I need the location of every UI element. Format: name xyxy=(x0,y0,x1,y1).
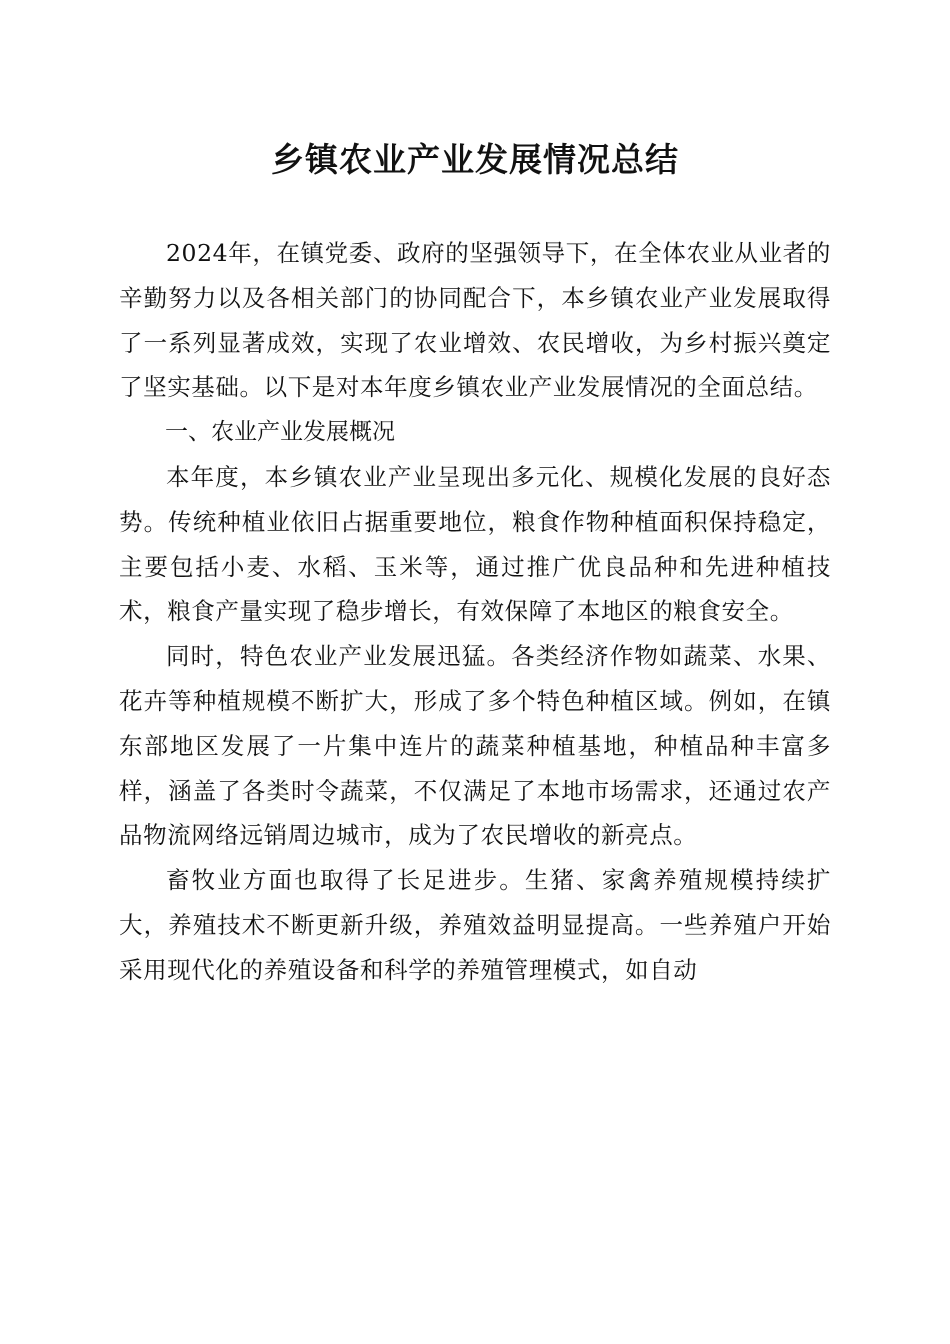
page-title: 乡镇农业产业发展情况总结 xyxy=(271,140,679,179)
section-heading: 一、农业产业发展概况 xyxy=(165,419,395,446)
intro-paragraph: 2024年，在镇党委、政府的坚强领导下，在全体农业从业者的辛勤努力以及各相关部门的协同配合下，本乡镇农业产业发展取得了一系列显著成效，实现了农业增效、农民增收，为乡村振兴奠定了坚实基础。以下是对本年度乡镇农业产业发展情况的全面总结。 xyxy=(119,239,831,402)
paragraph-overview: 本年度，本乡镇农业产业呈现出多元化、规模化发展的良好态势。传统种植业依旧占据重要地位，粮食作物种植面积保持稳定，主要包括小麦、水稻、玉米等，通过推广优良品种和先进种植技术，粮食产量实现了稳步增长，有效保障了本地区的粮食安全。 xyxy=(119,462,831,626)
paragraph-specialty-agriculture: 同时，特色农业产业发展迅猛。各类经济作物如蔬菜、水果、花卉等种植规模不断扩大，形成了多个特色种植区域。例如，在镇东部地区发展了一片集中连片的蔬菜种植基地，种植品种丰富多样，涵盖了各类时令蔬菜，不仅满足了本地市场需求，还通过农产品物流网络远销周边城市，成为了农民增收的新亮点。 xyxy=(119,642,831,850)
paragraph-livestock: 畜牧业方面也取得了长足进步。生猪、家禽养殖规模持续扩大，养殖技术不断更新升级，养殖效益明显提高。一些养殖户开始采用现代化的养殖设备和科学的养殖管理模式，如自动 xyxy=(119,866,831,984)
document-body xyxy=(119,231,831,993)
